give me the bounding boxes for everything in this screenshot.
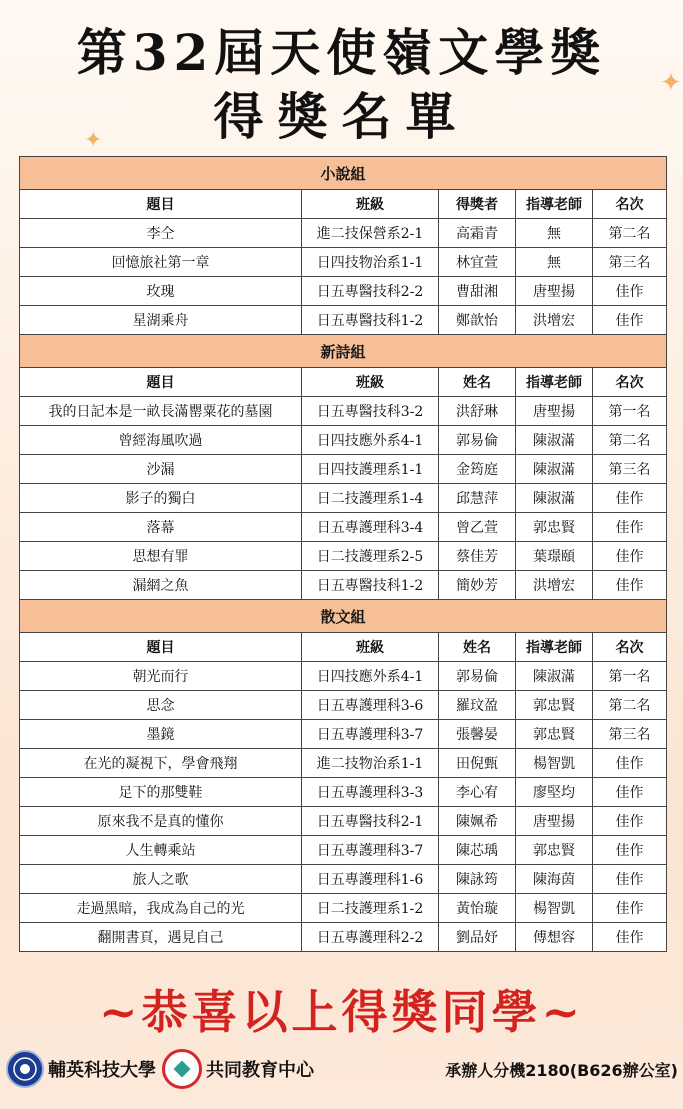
- table-row: [20, 865, 667, 894]
- table-cell: 洪舒琳: [439, 397, 516, 426]
- table-row: [20, 923, 667, 952]
- table-cell: 李心宥: [439, 778, 516, 807]
- table-cell: 曾乙萱: [439, 513, 516, 542]
- section-header: [20, 600, 667, 633]
- table-cell: 日五專護理科3-4: [302, 513, 439, 542]
- table-cell: 我的日記本是一畝長滿罌粟花的墓園: [20, 397, 302, 426]
- table-cell: 足下的那雙鞋: [20, 778, 302, 807]
- table-row: [20, 836, 667, 865]
- table-cell: 鄭歆怡: [439, 306, 516, 335]
- table-cell: 陳姵希: [439, 807, 516, 836]
- university-seal-icon: [6, 1050, 44, 1088]
- table-cell: 日二技護理系1-4: [302, 484, 439, 513]
- table-cell: 朝光而行: [20, 662, 302, 691]
- table-row: [20, 662, 667, 691]
- table-cell: 簡妙芳: [439, 571, 516, 600]
- table-cell: 郭忠賢: [516, 691, 593, 720]
- table-cell: 日五專護理科3-7: [302, 836, 439, 865]
- table-cell: 陳淑滿: [516, 662, 593, 691]
- table-row: [20, 749, 667, 778]
- table-row: [20, 807, 667, 836]
- column-header: 指導老師: [516, 368, 593, 397]
- award-table: [19, 156, 667, 952]
- table-cell: 佳作: [593, 542, 667, 571]
- table-cell: 落幕: [20, 513, 302, 542]
- table-row: [20, 571, 667, 600]
- table-cell: 陳淑滿: [516, 426, 593, 455]
- section-title: 新詩組: [20, 335, 667, 368]
- table-cell: 第二名: [593, 691, 667, 720]
- table-cell: 日四技物治系1-1: [302, 248, 439, 277]
- table-cell: 第一名: [593, 662, 667, 691]
- table-cell: 進二技物治系1-1: [302, 749, 439, 778]
- column-header-row: [20, 368, 667, 397]
- table-cell: 金筠庭: [439, 455, 516, 484]
- table-cell: 旅人之歌: [20, 865, 302, 894]
- table-row: [20, 455, 667, 484]
- table-cell: 楊智凱: [516, 894, 593, 923]
- table-cell: 日五專醫技科2-2: [302, 277, 439, 306]
- table-cell: 第三名: [593, 455, 667, 484]
- table-cell: 郭易倫: [439, 426, 516, 455]
- table-cell: 田倪甄: [439, 749, 516, 778]
- table-cell: 日五專醫技科1-2: [302, 306, 439, 335]
- table-cell: 郭忠賢: [516, 513, 593, 542]
- center-name: 共同教育中心: [206, 1060, 314, 1081]
- table-cell: 佳作: [593, 571, 667, 600]
- education-center-logo-icon: [162, 1049, 202, 1089]
- table-cell: 無: [516, 248, 593, 277]
- table-cell: 李仝: [20, 219, 302, 248]
- section-title: 散文組: [20, 600, 667, 633]
- column-header: 名次: [593, 633, 667, 662]
- table-cell: 日二技護理系2-5: [302, 542, 439, 571]
- table-cell: 墨鏡: [20, 720, 302, 749]
- table-cell: 黃怡璇: [439, 894, 516, 923]
- column-header: 班級: [302, 190, 439, 219]
- table-cell: 日五專醫技科2-1: [302, 807, 439, 836]
- congrats-banner: ~恭喜以上得獎同學~: [98, 985, 585, 1039]
- table-cell: 星湖乘舟: [20, 306, 302, 335]
- table-cell: 翻開書頁，遇見自己: [20, 923, 302, 952]
- table-cell: 第二名: [593, 426, 667, 455]
- column-header-row: [20, 633, 667, 662]
- table-cell: 漏網之魚: [20, 571, 302, 600]
- table-cell: 原來我不是真的懂你: [20, 807, 302, 836]
- table-cell: 楊智凱: [516, 749, 593, 778]
- table-cell: 邱慧萍: [439, 484, 516, 513]
- table-cell: 郭易倫: [439, 662, 516, 691]
- table-cell: 佳作: [593, 807, 667, 836]
- table-cell: 無: [516, 219, 593, 248]
- table-cell: 佳作: [593, 513, 667, 542]
- column-header: 名次: [593, 190, 667, 219]
- table-cell: 洪增宏: [516, 306, 593, 335]
- table-cell: 蔡佳芳: [439, 542, 516, 571]
- table-cell: 日四技應外系4-1: [302, 662, 439, 691]
- table-cell: 高霜青: [439, 219, 516, 248]
- table-cell: 日四技護理系1-1: [302, 455, 439, 484]
- column-header: 題目: [20, 368, 302, 397]
- table-cell: 進二技保營系2-1: [302, 219, 439, 248]
- table-cell: 日五專護理科2-2: [302, 923, 439, 952]
- table-cell: 唐聖揚: [516, 397, 593, 426]
- table-cell: 林宜萱: [439, 248, 516, 277]
- table-cell: 張馨晏: [439, 720, 516, 749]
- table-cell: 玫瑰: [20, 277, 302, 306]
- table-row: [20, 248, 667, 277]
- column-header: 題目: [20, 633, 302, 662]
- column-header-row: [20, 190, 667, 219]
- table-cell: 唐聖揚: [516, 277, 593, 306]
- column-header: 得獎者: [439, 190, 516, 219]
- table-cell: 葉璟頤: [516, 542, 593, 571]
- table-row: [20, 513, 667, 542]
- table-cell: 人生轉乘站: [20, 836, 302, 865]
- section-header: [20, 335, 667, 368]
- table-cell: 日二技護理系1-2: [302, 894, 439, 923]
- table-cell: 佳作: [593, 778, 667, 807]
- table-cell: 曹甜湘: [439, 277, 516, 306]
- table-row: [20, 691, 667, 720]
- section-header: [20, 157, 667, 190]
- table-cell: 第三名: [593, 248, 667, 277]
- table-cell: 佳作: [593, 923, 667, 952]
- table-cell: 郭忠賢: [516, 720, 593, 749]
- sparkle-icon: ✦: [84, 128, 103, 153]
- table-cell: 佳作: [593, 484, 667, 513]
- table-cell: 佳作: [593, 277, 667, 306]
- table-cell: 第三名: [593, 720, 667, 749]
- table-cell: 思想有罪: [20, 542, 302, 571]
- footer: [6, 1048, 678, 1090]
- table-cell: 佳作: [593, 749, 667, 778]
- column-header: 姓名: [439, 368, 516, 397]
- table-cell: 傅想容: [516, 923, 593, 952]
- table-cell: 廖堅均: [516, 778, 593, 807]
- column-header: 指導老師: [516, 633, 593, 662]
- table-cell: 在光的凝視下，學會飛翔: [20, 749, 302, 778]
- table-cell: 陳芯瑀: [439, 836, 516, 865]
- table-cell: 日五專護理科3-3: [302, 778, 439, 807]
- table-cell: 陳詠筠: [439, 865, 516, 894]
- table-cell: 第二名: [593, 219, 667, 248]
- table-row: [20, 306, 667, 335]
- column-header: 班級: [302, 633, 439, 662]
- column-header: 姓名: [439, 633, 516, 662]
- table-row: [20, 219, 667, 248]
- table-cell: 洪增宏: [516, 571, 593, 600]
- table-row: [20, 720, 667, 749]
- table-cell: 曾經海風吹過: [20, 426, 302, 455]
- page-subtitle: 得獎名單: [213, 87, 470, 146]
- table-cell: 回憶旅社第一章: [20, 248, 302, 277]
- table-row: [20, 397, 667, 426]
- section-title: 小說組: [20, 157, 667, 190]
- table-cell: 陳淑滿: [516, 484, 593, 513]
- table-cell: 佳作: [593, 306, 667, 335]
- table-cell: 佳作: [593, 865, 667, 894]
- table-cell: 佳作: [593, 836, 667, 865]
- university-name: 輔英科技大學: [48, 1060, 156, 1081]
- column-header: 題目: [20, 190, 302, 219]
- table-cell: 走過黑暗，我成為自己的光: [20, 894, 302, 923]
- table-cell: 陳淑滿: [516, 455, 593, 484]
- table-cell: 第一名: [593, 397, 667, 426]
- table-cell: 影子的獨白: [20, 484, 302, 513]
- contact-info: 承辦人分機2180(B626辦公室): [445, 1060, 678, 1080]
- table-row: [20, 894, 667, 923]
- table-cell: 日五專護理科1-6: [302, 865, 439, 894]
- table-row: [20, 277, 667, 306]
- table-cell: 日五專醫技科3-2: [302, 397, 439, 426]
- table-cell: 陳海茵: [516, 865, 593, 894]
- table-row: [20, 426, 667, 455]
- table-cell: 唐聖揚: [516, 807, 593, 836]
- table-row: [20, 778, 667, 807]
- column-header: 指導老師: [516, 190, 593, 219]
- column-header: 名次: [593, 368, 667, 397]
- table-cell: 郭忠賢: [516, 836, 593, 865]
- table-cell: 日五專護理科3-7: [302, 720, 439, 749]
- table-row: [20, 542, 667, 571]
- sparkle-icon: ✦: [660, 68, 682, 98]
- table-cell: 日五專護理科3-6: [302, 691, 439, 720]
- table-row: [20, 484, 667, 513]
- table-cell: 日五專醫技科1-2: [302, 571, 439, 600]
- page-title: 第32屆天使嶺文學獎: [76, 23, 607, 82]
- table-cell: 日四技應外系4-1: [302, 426, 439, 455]
- table-cell: 羅玟盈: [439, 691, 516, 720]
- table-cell: 思念: [20, 691, 302, 720]
- table-cell: 佳作: [593, 894, 667, 923]
- table-cell: 劉品妤: [439, 923, 516, 952]
- table-cell: 沙漏: [20, 455, 302, 484]
- column-header: 班級: [302, 368, 439, 397]
